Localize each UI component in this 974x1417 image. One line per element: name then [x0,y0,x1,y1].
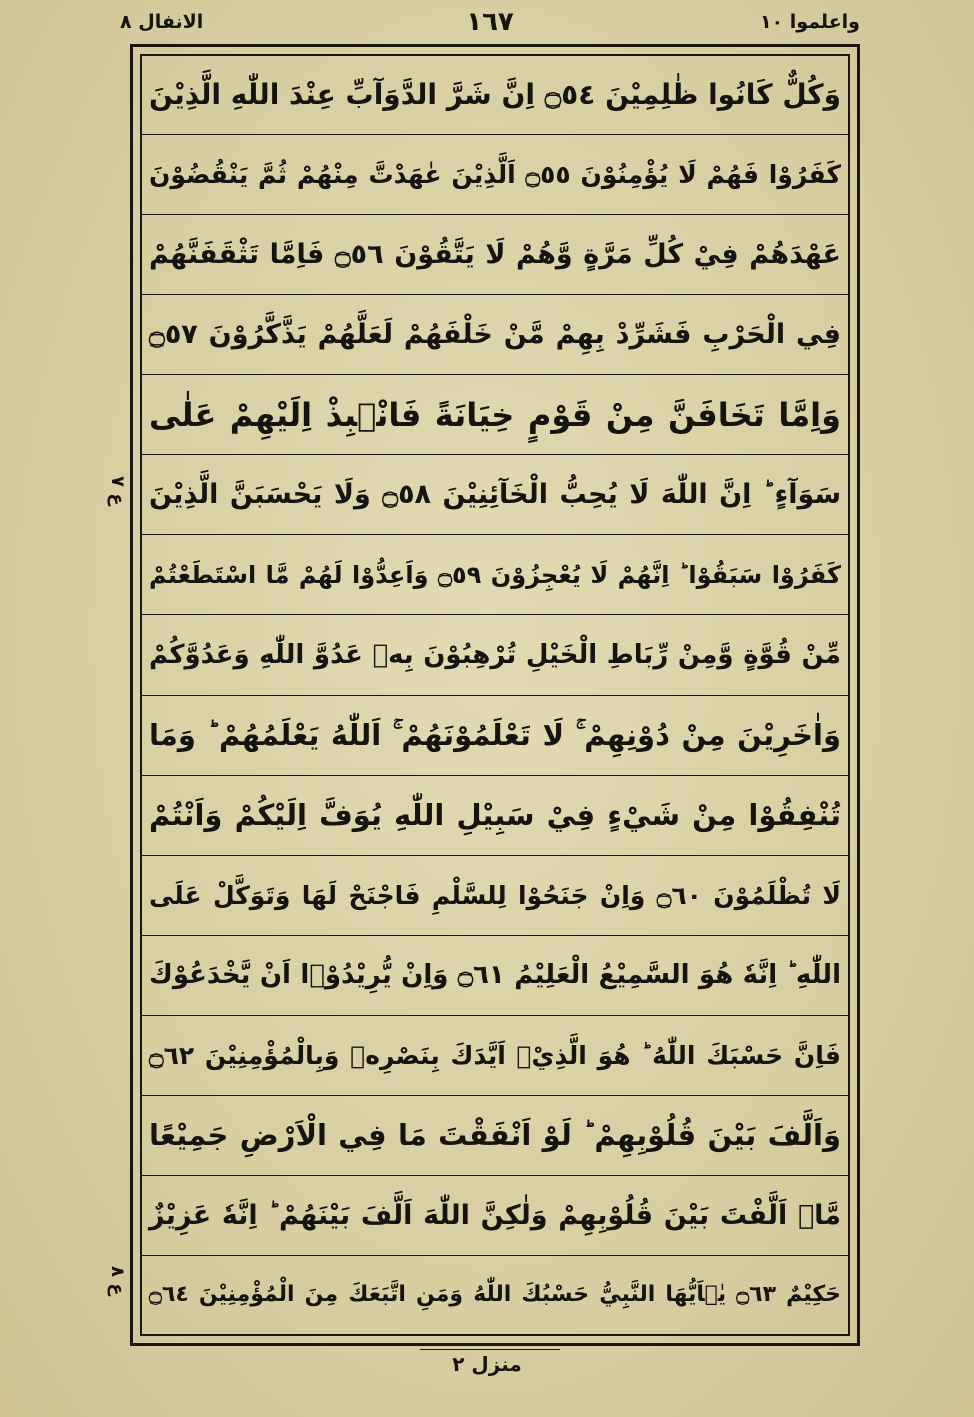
line-text: فَاِنَّ حَسْبَكَ اللّٰهُ ؕ هُوَ الَّذِيْۤ اَيَّدَكَ بِنَصْرِهٖ وَبِالْمُؤْمِنِيْنَ ۝٦٢ [149,1040,841,1070]
line-text: وَكُلٌّ كَانُوا ظٰلِمِيْنَ ۝٥٤ اِنَّ شَرَّ الدَّوَآبِّ عِنْدَ اللّٰهِ الَّذِيْنَ [149,77,841,111]
line-text: تُنْفِقُوْا مِنْ شَيْءٍ فِيْ سَبِيْلِ اللّٰهِ يُوَفَّ اِلَيْكُمْ وَاَنْتُمْ [149,797,841,832]
text-line [141,615,849,695]
ruku-marker: ع ٨ [107,1266,128,1296]
text-line [141,55,849,135]
text-line [141,535,849,615]
line-text: وَاٰخَرِيْنَ مِنْ دُوْنِهِمْ ۚ لَا تَعْلَمُوْنَهُمْ ۚ اَللّٰهُ يَعْلَمُهُمْ ؕ وَمَا [149,717,841,752]
surah-name: الانفال ٨ [120,11,204,33]
para-name: واعلموا ١٠ [759,11,860,33]
text-line [141,295,849,375]
line-text: سَوَآءٍ ؕ اِنَّ اللّٰهَ لَا يُحِبُّ الْخَآئِنِيْنَ ۝٥٨ وَلَا يَحْسَبَنَّ الَّذِيْنَ [149,479,841,511]
line-text: فِي الْحَرْبِ فَشَرِّدْ بِهِمْ مَّنْ خَلْفَهُمْ لَعَلَّهُمْ يَذَّكَّرُوْنَ ۝٥٧ [149,319,841,351]
text-line [141,1176,849,1256]
text-line [141,696,849,776]
text-line [141,375,849,455]
page-number: ١٦٧ [466,7,514,37]
line-text: اللّٰهِ ؕ اِنَّهٗ هُوَ السَّمِيْعُ الْعَلِيْمُ ۝٦١ وَاِنْ يُّرِيْدُوْۤا اَنْ يَّخْدَعُوْكَ [149,960,841,991]
text-line [141,1016,849,1096]
line-text: لَا تُظْلَمُوْنَ ۝٦٠ وَاِنْ جَنَحُوْا لِلسَّلْمِ فَاجْنَحْ لَهَا وَتَوَكَّلْ عَلَى [149,880,841,910]
text-line [141,135,849,215]
text-line [141,215,849,295]
footer-rule [420,1349,560,1350]
text-line [141,936,849,1016]
line-text: وَاِمَّا تَخَافَنَّ مِنْ قَوْمٍ خِيَانَةً فَانْۢبِذْ اِلَيْهِمْ عَلٰى [149,395,841,434]
line-text: كَفَرُوْا سَبَقُوْا ؕ اِنَّهُمْ لَا يُعْجِزُوْنَ ۝٥٩ وَاَعِدُّوْا لَهُمْ مَّا اسْتَطَعْتُمْ [149,560,842,589]
manzil-label: منزل ٢ [452,1352,522,1376]
line-text: كَفَرُوْا فَهُمْ لَا يُؤْمِنُوْنَ ۝٥٥ اَلَّذِيْنَ عٰهَدْتَّ مِنْهُمْ ثُمَّ يَنْقُضُوْنَ [149,160,841,190]
line-text: مِّنْ قُوَّةٍ وَّمِنْ رِّبَاطِ الْخَيْلِ تُرْهِبُوْنَ بِهٖ عَدُوَّ اللّٰهِ وَعَدُوَّكُمْ [149,639,841,670]
line-text: عَهْدَهُمْ فِيْ كُلِّ مَرَّةٍ وَّهُمْ لَا يَتَّقُوْنَ ۝٥٦ فَاِمَّا تَثْقَفَنَّهُمْ [149,239,841,271]
line-text: وَاَلَّفَ بَيْنَ قُلُوْبِهِمْ ؕ لَوْ اَنْفَقْتَ مَا فِي الْاَرْضِ جَمِيْعًا [149,1117,841,1152]
text-line [141,1096,849,1176]
page-header [120,8,860,38]
line-text: حَكِيْمٌ ۝٦٣ يٰۤاَيُّهَا النَّبِيُّ حَسْبُكَ اللّٰهُ وَمَنِ اتَّبَعَكَ مِنَ الْمُؤْمِنِيْنَ ۝٦٤ [149,1282,841,1308]
text-line [141,455,849,535]
text-line [141,856,849,936]
text-frame [130,44,860,1346]
text-line [141,1256,849,1335]
line-text: مَّاۤ اَلَّفْتَ بَيْنَ قُلُوْبِهِمْ وَلٰكِنَّ اللّٰهَ اَلَّفَ بَيْنَهُمْ ؕ اِنَّهٗ عَزِيْزٌ [149,1199,841,1231]
ruku-marker: ع ٧ [107,476,128,506]
text-line [141,776,849,856]
verse-lines [141,55,849,1335]
